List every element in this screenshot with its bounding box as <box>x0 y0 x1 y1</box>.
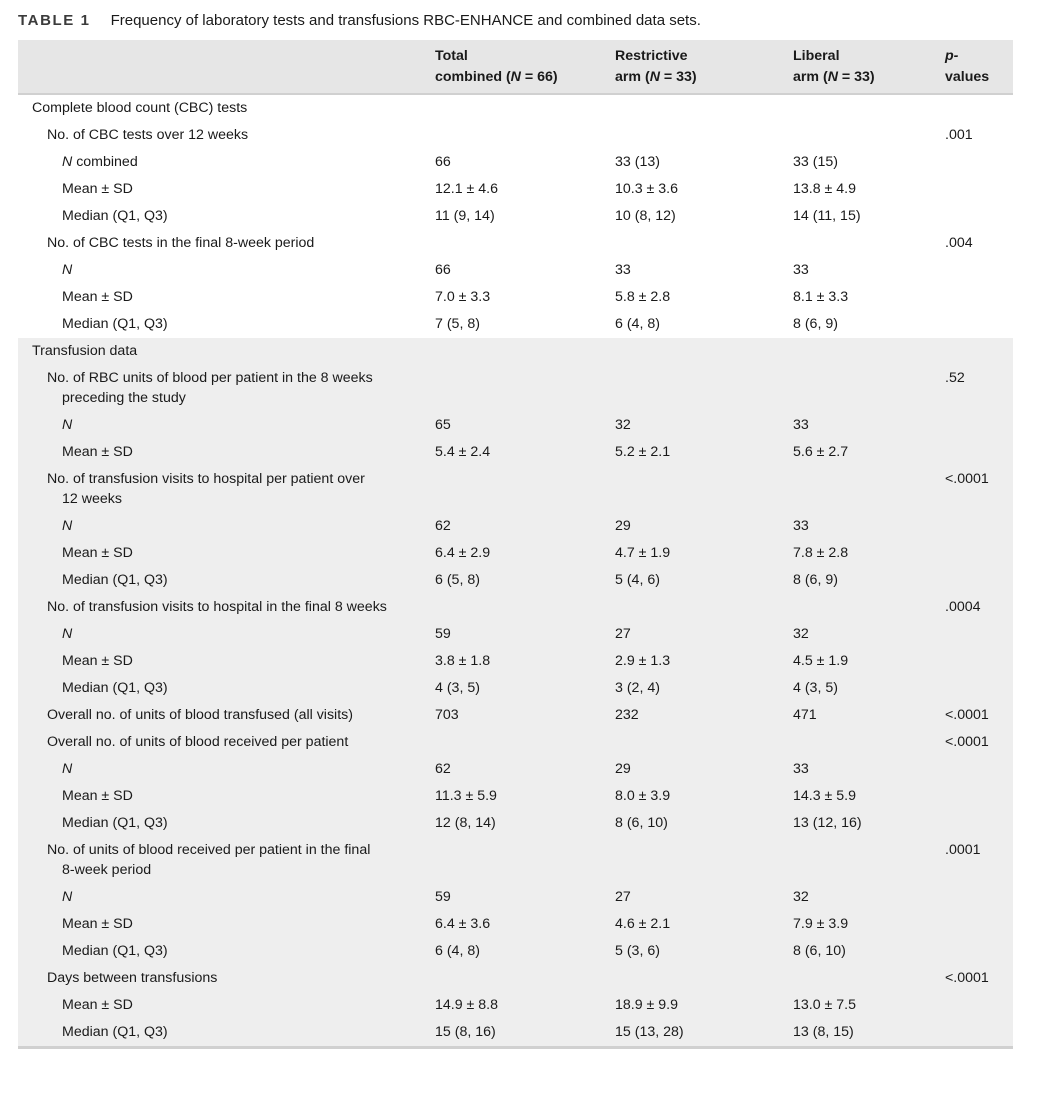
header-restrictive-arm: Restrictive arm (N = 33) <box>615 40 793 94</box>
cell-liberal: 33 <box>793 518 809 534</box>
p-value: .52 <box>945 370 965 386</box>
p-value: <.0001 <box>945 970 989 986</box>
cell-total: 5.4 ± 2.4 <box>435 444 491 460</box>
table-row <box>18 621 1013 648</box>
table-row <box>18 1019 1013 1048</box>
row-label: No. of RBC units of blood per patient in the 8 weeks preceding the study <box>47 370 373 406</box>
p-value: .0001 <box>945 842 981 858</box>
row-label: N <box>62 262 73 278</box>
cell-restrictive: 8 (6, 10) <box>615 815 668 831</box>
row-label: No. of transfusion visits to hospital per patient over 12 weeks <box>47 471 365 507</box>
row-label: N <box>62 518 73 534</box>
row-label: No. of units of blood received per patient in the final 8-week period <box>47 842 371 878</box>
cell-total: 62 <box>435 518 451 534</box>
cell-liberal: 5.6 ± 2.7 <box>793 444 849 460</box>
cell-restrictive: 5 (3, 6) <box>615 943 660 959</box>
cell-restrictive: 2.9 ± 1.3 <box>615 653 671 669</box>
cell-total: 14.9 ± 8.8 <box>435 997 499 1013</box>
row-label: No. of transfusion visits to hospital in the final 8 weeks <box>47 599 387 615</box>
table-row <box>18 338 1013 365</box>
row-label: Mean ± SD <box>62 997 133 1013</box>
row-label: Median (Q1, Q3) <box>62 572 168 588</box>
header-total-combined: Total combined (N = 66) <box>435 40 615 94</box>
row-label: Median (Q1, Q3) <box>62 943 168 959</box>
row-label: Overall no. of units of blood transfused (all visits) <box>47 707 353 723</box>
cell-total: 11.3 ± 5.9 <box>435 788 497 804</box>
cell-liberal: 8.1 ± 3.3 <box>793 289 849 305</box>
cell-total: 11 (9, 14) <box>435 208 495 224</box>
cell-liberal: 471 <box>793 707 817 723</box>
table-row <box>18 938 1013 965</box>
p-value: .0004 <box>945 599 981 615</box>
cell-liberal: 33 <box>793 761 809 777</box>
cell-liberal: 8 (6, 9) <box>793 572 838 588</box>
p-value: <.0001 <box>945 471 989 487</box>
cell-total: 59 <box>435 626 451 642</box>
table-row <box>18 884 1013 911</box>
cell-liberal: 32 <box>793 889 809 905</box>
cell-liberal: 14 (11, 15) <box>793 208 861 224</box>
cell-total: 66 <box>435 262 451 278</box>
cell-total: 12.1 ± 4.6 <box>435 181 499 197</box>
table-row <box>18 675 1013 702</box>
cell-liberal: 14.3 ± 5.9 <box>793 788 857 804</box>
cbc-section <box>18 94 1013 338</box>
cell-total: 7.0 ± 3.3 <box>435 289 491 305</box>
table-row <box>18 230 1013 257</box>
table-row <box>18 702 1013 729</box>
row-label: Median (Q1, Q3) <box>62 1024 168 1040</box>
table-row <box>18 439 1013 466</box>
table-row <box>18 257 1013 284</box>
header-liberal-arm: Liberal arm (N = 33) <box>793 40 945 94</box>
table-row <box>18 513 1013 540</box>
cell-total: 65 <box>435 417 451 433</box>
table-row <box>18 311 1013 338</box>
cell-liberal: 32 <box>793 626 809 642</box>
row-label: N <box>62 889 73 905</box>
cell-restrictive: 15 (13, 28) <box>615 1024 684 1040</box>
p-value: <.0001 <box>945 734 989 750</box>
cell-liberal: 13.0 ± 7.5 <box>793 997 857 1013</box>
cell-liberal: 7.8 ± 2.8 <box>793 545 849 561</box>
cell-restrictive: 8.0 ± 3.9 <box>615 788 671 804</box>
row-label: Mean ± SD <box>62 788 133 804</box>
table-row <box>18 837 1013 884</box>
table-row <box>18 594 1013 621</box>
table-row <box>18 122 1013 149</box>
table-row <box>18 176 1013 203</box>
cell-total: 6.4 ± 3.6 <box>435 916 491 932</box>
section-title: Complete blood count (CBC) tests <box>32 100 248 116</box>
table-row <box>18 783 1013 810</box>
cell-restrictive: 32 <box>615 417 631 433</box>
cell-liberal: 7.9 ± 3.9 <box>793 916 849 932</box>
cell-restrictive: 33 <box>615 262 631 278</box>
row-label: Mean ± SD <box>62 545 133 561</box>
row-label: Overall no. of units of blood received per patient <box>47 734 349 750</box>
table-header <box>18 40 1013 94</box>
cell-liberal: 8 (6, 10) <box>793 943 846 959</box>
table-label: TABLE 1 <box>18 12 91 29</box>
cell-total: 6.4 ± 2.9 <box>435 545 491 561</box>
cell-liberal: 13 (12, 16) <box>793 815 862 831</box>
transfusion-section <box>18 338 1013 1048</box>
cell-total: 15 (8, 16) <box>435 1024 496 1040</box>
cell-liberal: 33 (15) <box>793 154 838 170</box>
p-value: <.0001 <box>945 707 989 723</box>
row-label: N <box>62 417 73 433</box>
row-label: Mean ± SD <box>62 653 133 669</box>
cell-restrictive: 10 (8, 12) <box>615 208 676 224</box>
cell-liberal: 33 <box>793 262 809 278</box>
row-label: N <box>62 626 73 642</box>
cell-total: 6 (4, 8) <box>435 943 480 959</box>
row-label: N combined <box>62 154 138 170</box>
cell-restrictive: 29 <box>615 518 631 534</box>
table-row <box>18 284 1013 311</box>
cell-restrictive: 5.2 ± 2.1 <box>615 444 671 460</box>
table-row <box>18 911 1013 938</box>
table-row <box>18 810 1013 837</box>
table-row <box>18 203 1013 230</box>
cell-liberal: 4.5 ± 1.9 <box>793 653 849 669</box>
row-label: Median (Q1, Q3) <box>62 208 168 224</box>
cell-restrictive: 3 (2, 4) <box>615 680 660 696</box>
cell-total: 703 <box>435 707 459 723</box>
row-label: Median (Q1, Q3) <box>62 316 168 332</box>
cell-restrictive: 29 <box>615 761 631 777</box>
cell-total: 6 (5, 8) <box>435 572 480 588</box>
row-label: No. of CBC tests in the final 8-week period <box>47 235 315 251</box>
header-label-column <box>18 40 435 94</box>
cell-total: 3.8 ± 1.8 <box>435 653 491 669</box>
frequency-table <box>18 40 1013 1049</box>
cell-liberal: 33 <box>793 417 809 433</box>
table-row <box>18 648 1013 675</box>
p-value: .001 <box>945 127 973 143</box>
table-row <box>18 149 1013 176</box>
table-title: Frequency of laboratory tests and transfusions RBC-ENHANCE and combined data sets. <box>110 12 701 29</box>
table-row <box>18 412 1013 439</box>
section-title: Transfusion data <box>32 343 138 359</box>
cell-restrictive: 10.3 ± 3.6 <box>615 181 679 197</box>
cell-restrictive: 232 <box>615 707 639 723</box>
row-label: Days between transfusions <box>47 970 218 986</box>
table-caption <box>18 11 701 31</box>
cell-total: 62 <box>435 761 451 777</box>
table-row <box>18 992 1013 1019</box>
cell-restrictive: 5 (4, 6) <box>615 572 660 588</box>
cell-liberal: 13 (8, 15) <box>793 1024 854 1040</box>
table-row <box>18 540 1013 567</box>
cell-total: 4 (3, 5) <box>435 680 480 696</box>
row-label: Mean ± SD <box>62 916 133 932</box>
table-row <box>18 365 1013 412</box>
cell-restrictive: 18.9 ± 9.9 <box>615 997 679 1013</box>
row-label: Mean ± SD <box>62 181 133 197</box>
cell-restrictive: 33 (13) <box>615 154 660 170</box>
cell-total: 7 (5, 8) <box>435 316 480 332</box>
cell-restrictive: 5.8 ± 2.8 <box>615 289 671 305</box>
row-label: Mean ± SD <box>62 444 133 460</box>
row-label: Median (Q1, Q3) <box>62 815 168 831</box>
table-row <box>18 466 1013 513</box>
table-row <box>18 729 1013 756</box>
cell-restrictive: 27 <box>615 626 631 642</box>
header-p-values: p- values <box>945 40 1013 94</box>
cell-restrictive: 4.6 ± 2.1 <box>615 916 671 932</box>
cell-restrictive: 6 (4, 8) <box>615 316 660 332</box>
cell-total: 59 <box>435 889 451 905</box>
table-row <box>18 756 1013 783</box>
table-row <box>18 965 1013 992</box>
cell-total: 12 (8, 14) <box>435 815 496 831</box>
cell-liberal: 4 (3, 5) <box>793 680 838 696</box>
cell-restrictive: 4.7 ± 1.9 <box>615 545 671 561</box>
row-label: No. of CBC tests over 12 weeks <box>47 127 249 143</box>
table-row <box>18 94 1013 122</box>
row-label: Median (Q1, Q3) <box>62 680 168 696</box>
table-row <box>18 567 1013 594</box>
row-label: Mean ± SD <box>62 289 133 305</box>
cell-restrictive: 27 <box>615 889 631 905</box>
cell-liberal: 8 (6, 9) <box>793 316 838 332</box>
cell-liberal: 13.8 ± 4.9 <box>793 181 857 197</box>
p-value: .004 <box>945 235 973 251</box>
cell-total: 66 <box>435 154 451 170</box>
row-label: N <box>62 761 73 777</box>
